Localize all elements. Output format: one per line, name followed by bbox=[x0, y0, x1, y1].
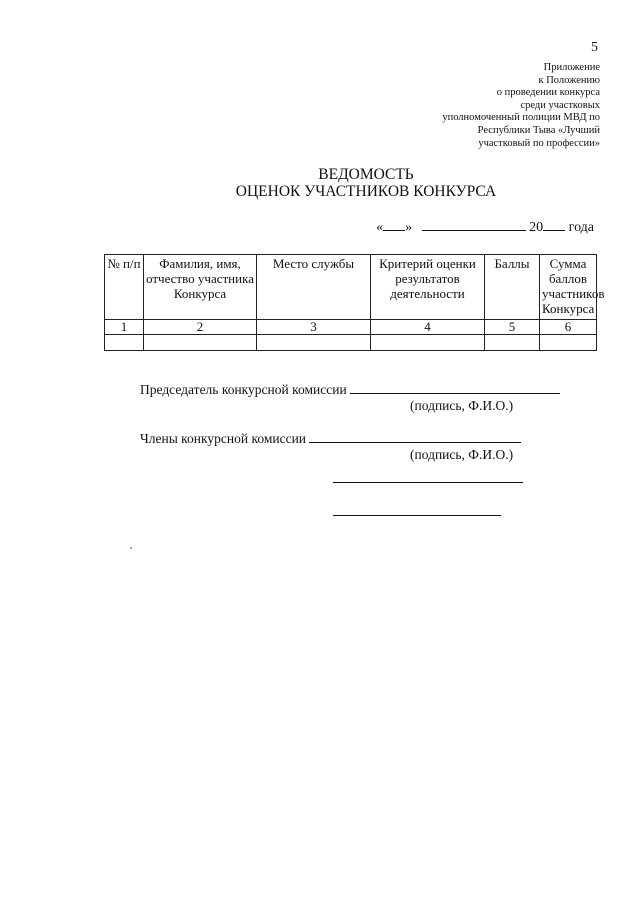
appendix-line: о проведении конкурса bbox=[496, 87, 600, 99]
column-number: 4 bbox=[371, 320, 485, 335]
column-number: 2 bbox=[144, 320, 257, 335]
empty-cell[interactable] bbox=[105, 335, 144, 351]
column-number-row bbox=[105, 320, 597, 335]
header-cell-criterion: Критерий оценки результатов деятельности bbox=[371, 255, 485, 320]
chairman-label: Председатель конкурсной комиссии bbox=[140, 382, 347, 397]
empty-cell[interactable] bbox=[540, 335, 597, 351]
member-signature-line[interactable] bbox=[333, 482, 523, 483]
year-blank[interactable] bbox=[543, 219, 565, 231]
member-signature-line[interactable] bbox=[309, 430, 521, 443]
empty-cell[interactable] bbox=[257, 335, 371, 351]
empty-cell[interactable] bbox=[144, 335, 257, 351]
column-number: 5 bbox=[485, 320, 540, 335]
empty-cell[interactable] bbox=[371, 335, 485, 351]
appendix-block bbox=[340, 62, 600, 150]
page-number: 5 bbox=[591, 40, 598, 55]
header-cell-points: Баллы bbox=[485, 255, 540, 320]
chairman-signature bbox=[140, 381, 560, 398]
close-quote: » bbox=[405, 220, 413, 235]
members-label: Члены конкурсной комиссии bbox=[140, 431, 307, 446]
year-suffix: года bbox=[568, 220, 594, 235]
column-number: 1 bbox=[105, 320, 144, 335]
year-prefix: 20 bbox=[529, 220, 544, 235]
column-number: 3 bbox=[257, 320, 371, 335]
date-line bbox=[376, 219, 594, 236]
appendix-line: к Положению bbox=[538, 74, 600, 86]
empty-cell[interactable] bbox=[485, 335, 540, 351]
appendix-line: среди участковых bbox=[520, 99, 600, 111]
month-blank[interactable] bbox=[422, 219, 526, 231]
open-quote: « bbox=[376, 220, 384, 235]
table-row bbox=[105, 335, 597, 351]
members-signature bbox=[140, 430, 521, 447]
header-cell-name: Фамилия, имя, отчество участника Конкурса bbox=[144, 255, 257, 320]
appendix-line: уполномоченный полиции МВД по bbox=[442, 112, 600, 124]
appendix-line: Приложение bbox=[543, 62, 600, 73]
title-line-2: ОЦЕНОК УЧАСТНИКОВ КОНКУРСА bbox=[235, 183, 497, 200]
header-cell-total: Сумма баллов участников Конкурса bbox=[540, 255, 597, 320]
document-title bbox=[0, 166, 640, 200]
scan-speck bbox=[130, 547, 132, 549]
signature-hint: (подпись, Ф.И.О.) bbox=[410, 398, 514, 413]
title-line-1: ВЕДОМОСТЬ bbox=[318, 166, 414, 183]
day-blank[interactable] bbox=[383, 219, 405, 231]
member-signature-line[interactable] bbox=[333, 515, 501, 516]
table-header-row bbox=[105, 255, 597, 320]
scores-table bbox=[104, 254, 605, 351]
appendix-line: Республики Тыва «Лучший bbox=[477, 124, 600, 136]
appendix-line: участковый по профессии» bbox=[478, 137, 600, 149]
signature-hint: (подпись, Ф.И.О.) bbox=[410, 447, 514, 462]
column-number: 6 bbox=[540, 320, 597, 335]
header-cell-number: № п/п bbox=[105, 255, 144, 320]
chairman-signature-line[interactable] bbox=[350, 381, 560, 394]
header-cell-place: Место службы bbox=[257, 255, 371, 320]
